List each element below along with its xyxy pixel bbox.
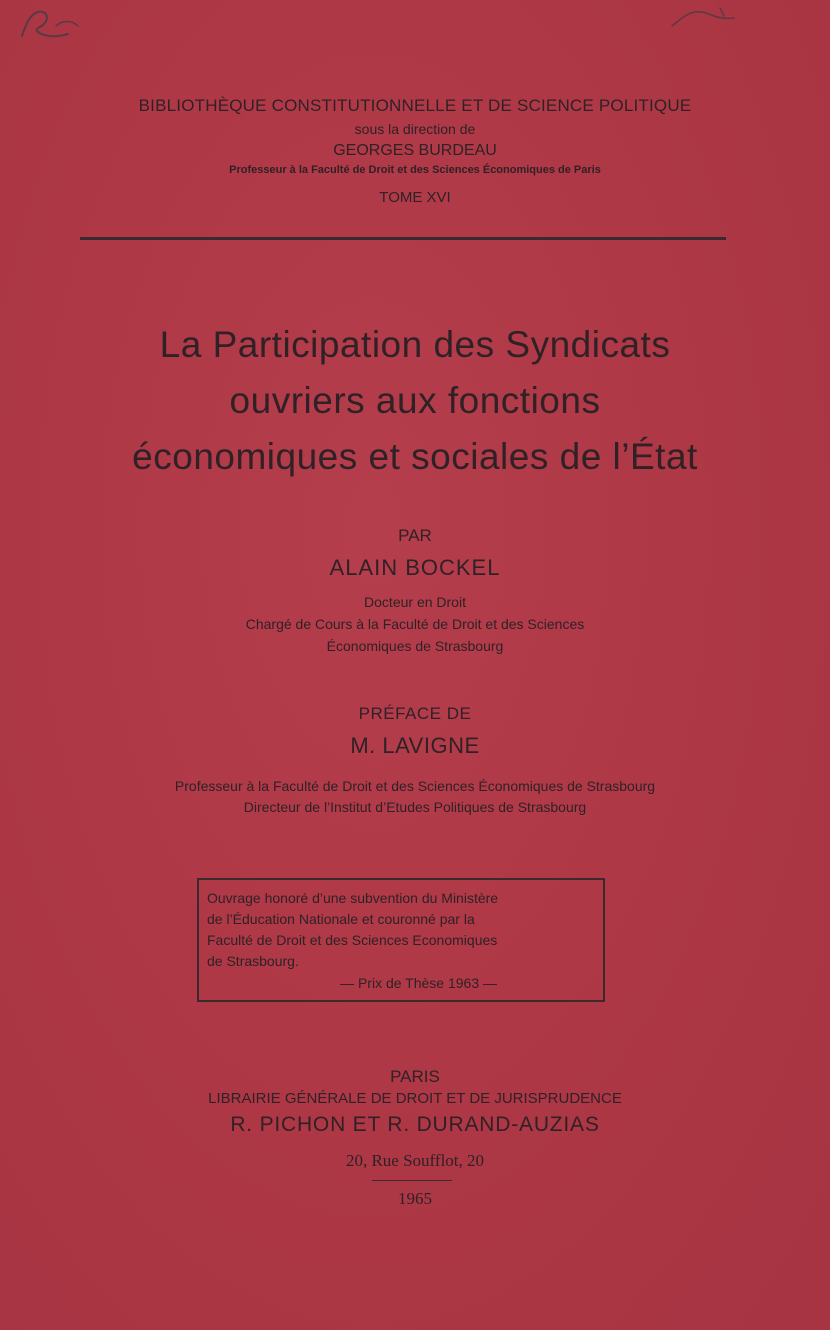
header-rule-divider — [80, 237, 726, 240]
publisher-city: PARIS — [390, 1067, 440, 1086]
volume-number: TOME XVI — [379, 189, 451, 206]
preface-author-credential: Professeur à la Faculté de Droit et des Sciences Économiques de Strasbourg — [174, 778, 656, 794]
award-notice-line: Ouvrage honoré d’une subvention du Ministère — [207, 890, 499, 906]
award-notice-line: Faculté de Droit et des Sciences Economiques — [207, 932, 498, 948]
award-prize: — Prix de Thèse 1963 — — [340, 975, 497, 991]
collection-title: BIBLIOTHÈQUE CONSTITUTIONNELLE ET DE SCIENCE POLITIQUE — [138, 96, 692, 115]
handwritten-mark-icon — [16, 6, 88, 42]
by-label: PAR — [398, 526, 432, 545]
author-credential: Économiques de Strasbourg — [326, 638, 504, 654]
author-credential: Chargé de Cours à la Faculté de Droit et des Sciences — [245, 616, 585, 632]
preface-author-name: M. LAVIGNE — [350, 733, 480, 758]
publisher-address: 20, Rue Soufflot, 20 — [345, 1151, 485, 1170]
series-director: GEORGES BURDEAU — [333, 142, 497, 159]
award-notice-line: de l’Éducation Nationale et couronné par la — [207, 911, 475, 927]
book-title-line-3: économiques et sociales de l’État — [132, 436, 698, 477]
author-credential: Docteur en Droit — [364, 594, 466, 610]
year-rule-divider — [372, 1180, 452, 1181]
preface-author-credential: Directeur de l’Institut d’Etudes Politiques de Strasbourg — [243, 799, 587, 815]
publication-year: 1965 — [398, 1189, 432, 1208]
book-title-line-2: ouvriers aux fonctions — [229, 380, 601, 421]
author-name: ALAIN BOCKEL — [329, 555, 501, 580]
publisher-owners: R. PICHON ET R. DURAND-AUZIAS — [230, 1113, 600, 1136]
award-notice-box — [197, 878, 605, 1002]
series-director-title: Professeur à la Faculté de Droit et des Sciences Économiques de Paris — [229, 164, 601, 176]
award-notice-line: de Strasbourg. — [207, 953, 299, 969]
book-title-line-1: La Participation des Syndicats — [159, 324, 671, 365]
preface-label: PRÉFACE DE — [358, 704, 472, 723]
direction-note: sous la direction de — [354, 121, 476, 137]
publisher-name: LIBRAIRIE GÉNÉRALE DE DROIT ET DE JURISPRUDENCE — [208, 1090, 622, 1107]
handwritten-corner-mark-icon — [668, 4, 738, 30]
